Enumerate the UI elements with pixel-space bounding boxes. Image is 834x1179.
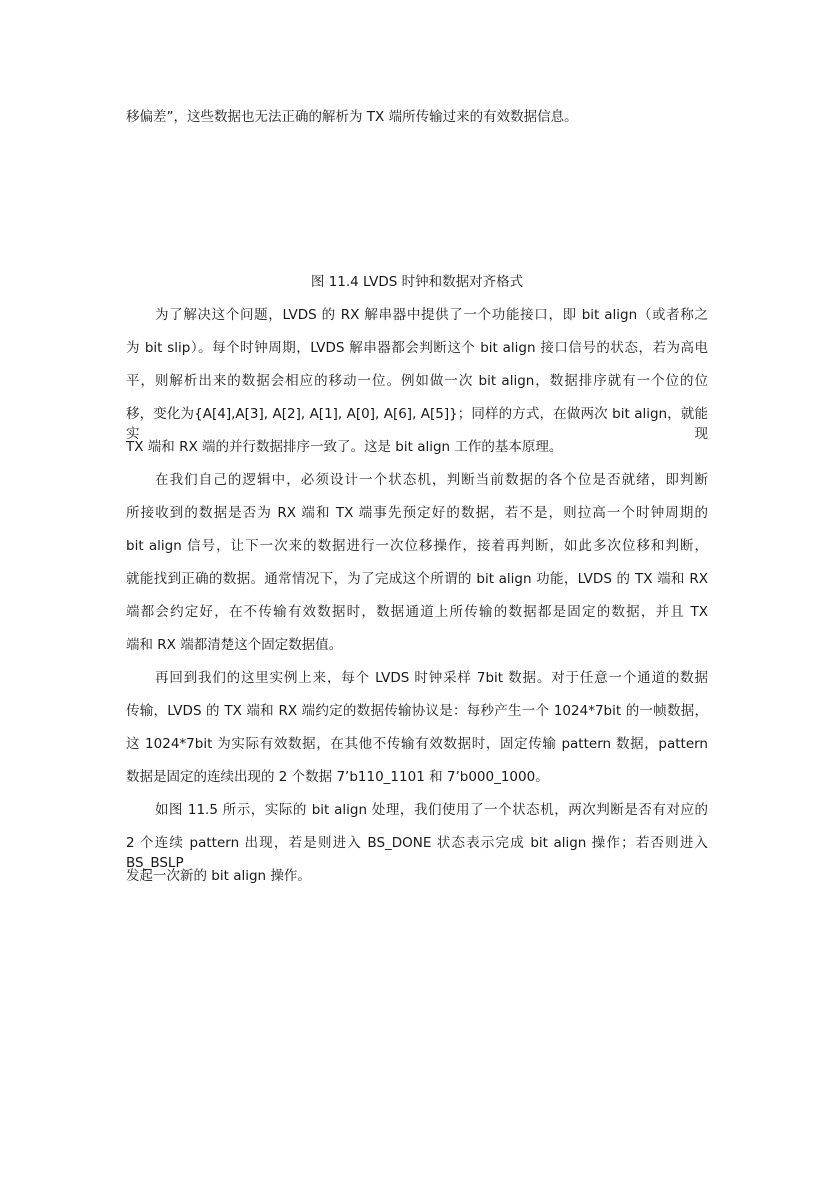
paragraph-line: bit align 信号，让下一次来的数据进行一次位移操作，接着再判断，如此多次位移和判断， <box>126 538 708 554</box>
paragraph-line: 在我们自己的逻辑中，必须设计一个状态机，判断当前数据的各个位是否就绪，即判断 <box>155 472 708 488</box>
paragraph-line: TX 端和 RX 端的并行数据排序一致了。这是 bit align 工作的基本原理。 <box>126 439 563 455</box>
paragraph-line: 传输，LVDS 的 TX 端和 RX 端约定的数据传输协议是：每秒产生一个 1024*7bit 的一帧数据， <box>126 703 708 719</box>
paragraph-line: 移，变化为{A[4],A[3], A[2], A[1], A[0], A[6], A[5]}；同样的方式，在做两次 bit align，就能实现 <box>126 406 708 442</box>
paragraph-line: 端和 RX 端都清楚这个固定数据值。 <box>126 637 343 653</box>
figure-caption: 图 11.4 LVDS 时钟和数据对齐格式 <box>310 274 524 290</box>
paragraph-line: 再回到我们的这里实例上来，每个 LVDS 时钟采样 7bit 数据。对于任意一个通道的数据 <box>155 670 708 686</box>
paragraph-line: 所接收到的数据是否为 RX 端和 TX 端事先预定好的数据，若不是，则拉高一个时钟周期的 <box>126 505 708 521</box>
paragraph-line: 如图 11.5 所示，实际的 bit align 处理，我们使用了一个状态机，两次判断是否有对应的 <box>155 802 708 818</box>
paragraph-line: 端都会约定好，在不传输有效数据时，数据通道上所传输的数据都是固定的数据，并且 TX <box>126 604 708 620</box>
paragraph-line: 平，则解析出来的数据会相应的移动一位。例如做一次 bit align，数据排序就有一个位的位 <box>126 373 708 389</box>
paragraph-line: 数据是固定的连续出现的 2 个数据 7’b110_1101 和 7’b000_1000。 <box>126 769 549 785</box>
paragraph-line: 2 个连续 pattern 出现，若是则进入 BS_DONE 状态表示完成 bit align 操作；若否则进入 BS_BSLP <box>126 835 708 871</box>
top-text-line: 移偏差”，这些数据也无法正确的解析为 TX 端所传输过来的有效数据信息。 <box>126 109 578 125</box>
paragraph-line: 为 bit slip）。每个时钟周期，LVDS 解串器都会判断这个 bit align 接口信号的状态，若为高电 <box>126 340 708 356</box>
paragraph-line: 就能找到正确的数据。通常情况下，为了完成这个所谓的 bit align 功能，LVDS 的 TX 端和 RX <box>126 571 708 587</box>
paragraph-line: 为了解决这个问题，LVDS 的 RX 解串器中提供了一个功能接口，即 bit align（或者称之 <box>155 307 708 323</box>
paragraph-line: 发起一次新的 bit align 操作。 <box>126 868 311 884</box>
paragraph-line: 这 1024*7bit 为实际有效数据，在其他不传输有效数据时，固定传输 pattern 数据，pattern <box>126 736 708 752</box>
